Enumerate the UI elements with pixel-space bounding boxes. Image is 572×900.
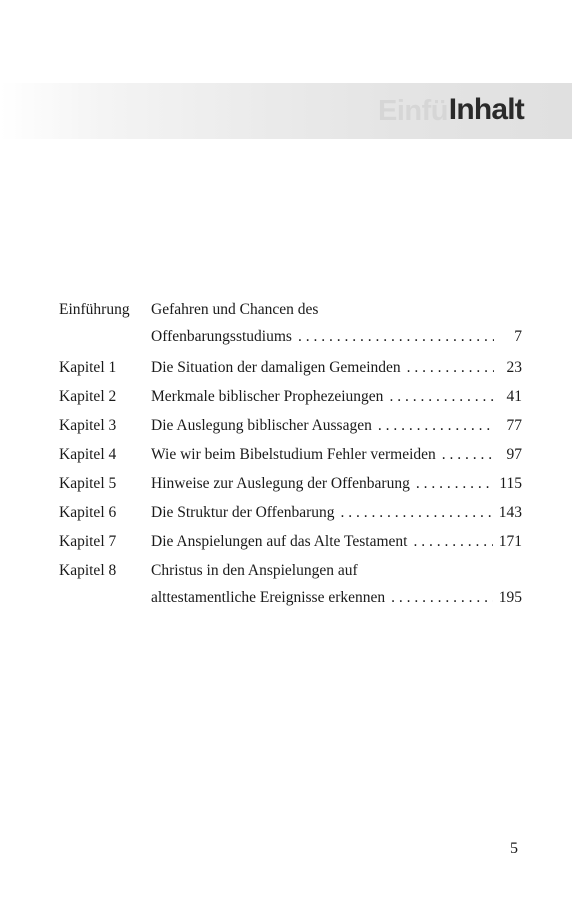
dot-leader: [416, 472, 493, 496]
toc-entry-title: Hinweise zur Auslegung der Offenbarung: [151, 475, 410, 492]
dot-leader: [378, 414, 494, 438]
toc-entry-page: 7: [514, 328, 522, 345]
toc-entry-kapitel-6[interactable]: [59, 501, 522, 525]
toc-entry-label: Kapitel 2: [59, 388, 117, 405]
toc-entry-title: Gefahren und Chancen des: [151, 301, 319, 318]
toc-entry-page: 143: [498, 504, 522, 521]
toc-entry-label: Kapitel 6: [59, 504, 117, 521]
toc-entry-page: 77: [506, 417, 522, 434]
toc-entry-kapitel-3[interactable]: [59, 414, 522, 438]
toc-entry-title: Christus in den Anspielungen auf: [151, 562, 358, 579]
table-of-contents: [59, 298, 522, 617]
toc-entry-kapitel-2[interactable]: [59, 385, 522, 409]
page-title: Inhalt: [448, 93, 524, 126]
dot-leader: [298, 322, 494, 351]
toc-entry-kapitel-1[interactable]: [59, 356, 522, 380]
toc-entry-label: Kapitel 1: [59, 359, 117, 376]
toc-entry-einfuehrung[interactable]: [59, 298, 522, 351]
dot-leader: [413, 530, 492, 554]
toc-entry-kapitel-8[interactable]: [59, 559, 522, 612]
toc-entry-page: 23: [506, 359, 522, 376]
toc-entry-kapitel-4[interactable]: [59, 443, 522, 467]
toc-entry-title: Die Anspielungen auf das Alte Testament: [151, 533, 408, 550]
toc-entry-label: Kapitel 4: [59, 446, 117, 463]
toc-entry-page: 171: [498, 533, 522, 550]
header-ghost-text: Einfü: [378, 95, 448, 127]
toc-entry-title: alttestamentliche Ereignisse erkennen: [151, 589, 386, 606]
dot-leader: [391, 583, 493, 612]
dot-leader: [442, 443, 494, 467]
toc-entry-title: Merkmale biblischer Prophezeiungen: [151, 388, 384, 405]
page-number: 5: [510, 840, 518, 857]
dot-leader: [389, 385, 494, 409]
toc-entry-title: Offenbarungsstudiums: [151, 328, 292, 345]
toc-entry-title: Wie wir beim Bibelstudium Fehler vermeiden: [151, 446, 436, 463]
toc-entry-page: 41: [506, 388, 522, 405]
toc-entry-title: Die Auslegung biblischer Aussagen: [151, 417, 372, 434]
dot-leader: [341, 501, 493, 525]
toc-entry-label: Kapitel 7: [59, 533, 117, 550]
dot-leader: [407, 356, 494, 380]
toc-entry-label: Kapitel 5: [59, 475, 117, 492]
toc-entry-page: 115: [499, 475, 522, 492]
toc-entry-title: Die Struktur der Offenbarung: [151, 504, 335, 521]
toc-entry-kapitel-7[interactable]: [59, 530, 522, 554]
toc-entry-kapitel-5[interactable]: [59, 472, 522, 496]
toc-entry-title: Die Situation der damaligen Gemeinden: [151, 359, 401, 376]
toc-entry-label: Kapitel 3: [59, 417, 117, 434]
toc-entry-page: 97: [506, 446, 522, 463]
toc-entry-page: 195: [498, 589, 522, 606]
toc-entry-label: Einführung: [59, 301, 130, 318]
toc-entry-label: Kapitel 8: [59, 562, 117, 579]
